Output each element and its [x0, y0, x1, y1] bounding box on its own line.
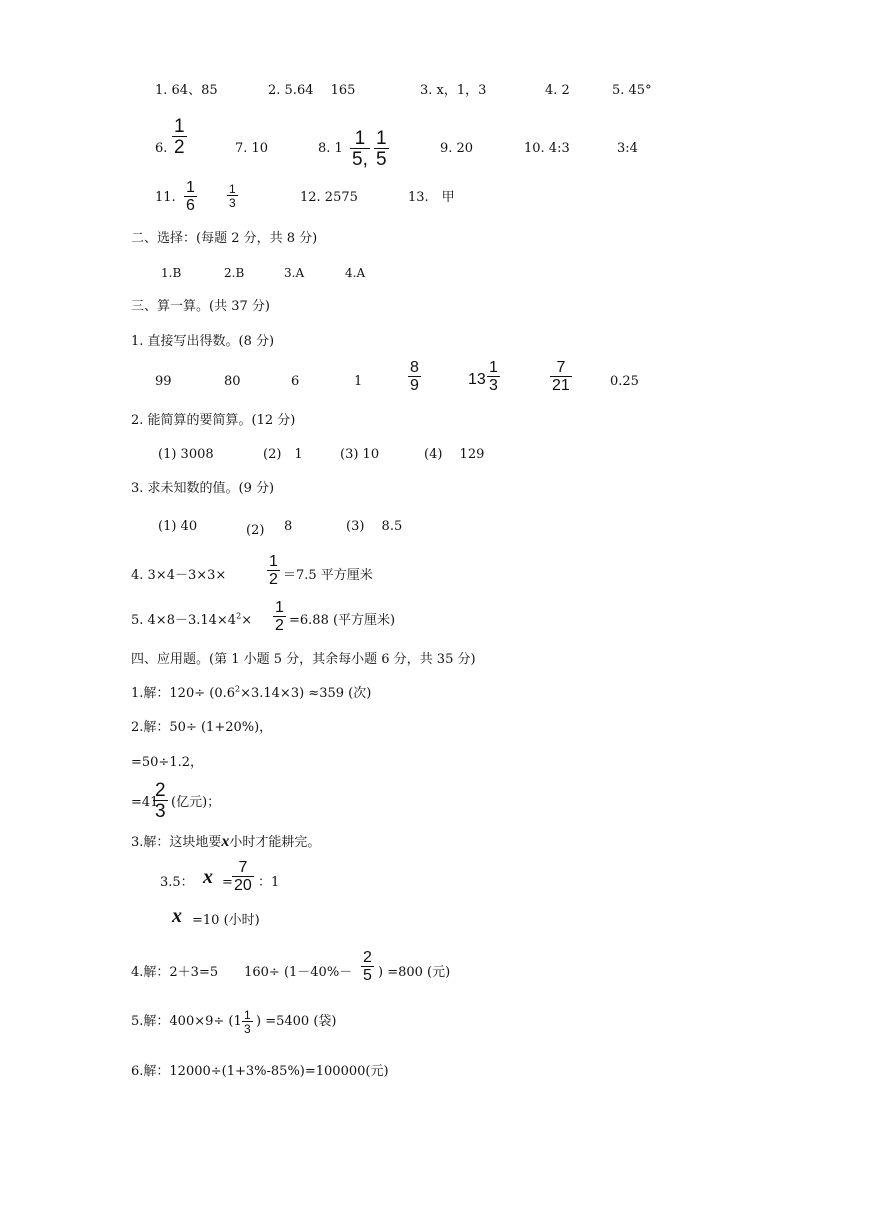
calc-item-4-result: ＝7.5 平方厘米 — [283, 568, 373, 583]
unknown-answer-3: (3) 8.5 — [346, 519, 403, 534]
fraction-numerator: 1 — [489, 359, 498, 376]
section-calc-heading: 三、算一算。(共 37 分) — [131, 299, 270, 314]
calc-item-5-expression — [131, 613, 252, 629]
fraction-numerator: 1 — [376, 128, 387, 149]
fraction-answer-8a — [350, 129, 370, 169]
apply-problem-3-line-1 — [131, 834, 320, 854]
fill-answer-10a: 10. 4:3 — [524, 141, 570, 156]
choice-answer-1: 1.B — [161, 266, 182, 280]
fill-answer-2: 2. 5.64 165 — [268, 83, 356, 98]
calc-item-5-expression-text: 5. 4×8－3.14×4 — [131, 613, 237, 628]
fraction-denominator: 9 — [410, 377, 419, 394]
fill-answer-12: 12. 2575 — [300, 190, 358, 205]
calc-item-5-result: =6.88 (平方厘米) — [289, 613, 396, 628]
calc-sub-1-heading: 1. 直接写出得数。(8 分) — [131, 334, 275, 349]
direct-result-2: 80 — [224, 374, 241, 389]
simplify-answer-2: (2) 1 — [263, 447, 303, 462]
proportion-left: 3.5： — [160, 875, 194, 890]
fraction-numerator: 7 — [238, 859, 248, 876]
fill-answer-4: 4. 2 — [545, 83, 570, 98]
fraction-denominator: 3 — [489, 377, 498, 394]
fraction-denominator: 3 — [155, 801, 166, 822]
fraction-numerator: 1 — [244, 1008, 251, 1022]
apply-problem-3-text: 3.解：这块地要 — [131, 835, 222, 850]
calc-item-4-fraction — [267, 554, 280, 588]
proportion-right: ：1 — [258, 875, 280, 890]
fraction-numerator: 2 — [155, 780, 166, 801]
apply-problem-3-answer: =10 (小时) — [192, 913, 260, 928]
choice-answer-3: 3.A — [284, 266, 305, 280]
direct-result-6-whole: 13 — [468, 371, 486, 388]
direct-result-5-fraction — [408, 360, 421, 394]
apply-problem-3-text-end: 小时才能耕完。 — [229, 835, 321, 850]
fraction-answer-8b — [374, 129, 389, 169]
fraction-denominator: 2 — [275, 617, 284, 634]
fraction-denominator: 5 — [376, 149, 387, 170]
apply-problem-6: 6.解：12000÷(1+3%-85%)=100000(元) — [131, 1064, 389, 1079]
section-choice-heading: 二、选择：(每题 2 分，共 8 分) — [131, 231, 318, 246]
fraction-answer-11b — [227, 183, 238, 209]
fraction-numerator: 1 — [186, 179, 195, 196]
choice-answer-4: 4.A — [345, 266, 366, 280]
exponent: 2 — [235, 684, 241, 694]
direct-result-4: 1 — [354, 374, 363, 389]
fraction-numerator: 2 — [363, 949, 372, 966]
fraction-denominator: 2 — [269, 571, 278, 588]
direct-result-3: 6 — [291, 374, 300, 389]
fraction-numerator: 1 — [269, 553, 278, 570]
apply-problem-1-result: ×3.14×3) ≈359 (次) — [240, 686, 372, 701]
fill-answer-7: 7. 10 — [235, 141, 269, 156]
apply-problem-1 — [131, 686, 371, 702]
fraction-numerator: 1 — [275, 599, 284, 616]
fill-answer-5: 5. 45° — [612, 83, 652, 98]
times-sign: × — [241, 613, 253, 628]
fraction-denominator: 6 — [186, 197, 195, 214]
apply-problem-3-line-2 — [0, 858, 869, 904]
apply-problem-5-fraction — [242, 1009, 253, 1035]
fraction-denominator: 21 — [552, 377, 570, 394]
calc-direct-results-row — [0, 358, 869, 404]
fraction-denominator: 5, — [352, 149, 368, 170]
apply-problem-5-expression: 5.解：400×9÷ (1- — [131, 1014, 247, 1029]
fill-label-11: 11. — [155, 190, 176, 205]
fraction-denominator: 3 — [229, 196, 236, 210]
fraction-denominator: 2 — [174, 137, 185, 158]
fraction-denominator: 20 — [234, 877, 252, 894]
calc-sub-3-heading: 3. 求未知数的值。(9 分) — [131, 481, 275, 496]
fill-label-6: 6. — [155, 141, 168, 156]
apply-problem-1-text: 1.解：120÷ (0.6 — [131, 686, 235, 701]
apply-problem-5-result: ) =5400 (袋) — [256, 1014, 337, 1029]
apply-problem-2-line-1: 2.解：50÷ (1+20%)， — [131, 720, 273, 735]
proportion-fraction — [232, 860, 254, 894]
fraction-answer-6 — [172, 117, 187, 157]
fill-answer-3: 3. x，1，3 — [420, 83, 487, 98]
fill-answer-1: 1. 64、85 — [155, 83, 218, 98]
unknown-answer-1: (1) 40 — [158, 519, 198, 534]
fraction-numerator: 1 — [354, 128, 366, 149]
fraction-denominator: 3 — [244, 1022, 251, 1036]
direct-result-6-fraction — [487, 360, 500, 394]
fraction-numerator: 1 — [174, 116, 185, 137]
simplify-answer-4: (4) 129 — [424, 447, 485, 462]
apply-problem-2-fraction — [153, 781, 168, 821]
fraction-numerator: 7 — [556, 359, 566, 376]
apply-problem-2-unit: (亿元)； — [171, 795, 221, 810]
fraction-numerator: 8 — [410, 359, 419, 376]
apply-problem-4-result: ) =800 (元) — [378, 965, 451, 980]
fill-row-3 — [0, 178, 869, 220]
simplify-answer-1: (1) 3008 — [158, 447, 214, 462]
choice-answer-2: 2.B — [224, 266, 245, 280]
simplify-answer-3: (3) 10 — [340, 447, 380, 462]
direct-result-1: 99 — [155, 374, 172, 389]
variable-x: x — [203, 866, 213, 888]
variable-x: x — [221, 833, 230, 850]
direct-result-8: 0.25 — [610, 374, 639, 389]
fill-answer-9: 9. 20 — [440, 141, 474, 156]
calc-sub-3-answers — [0, 519, 869, 543]
equals-sign: = — [222, 875, 233, 890]
section-apply-heading: 四、应用题。(第 1 小题 5 分，其余每小题 6 分，共 35 分) — [131, 652, 476, 667]
unknown-answer-2: 8 — [284, 519, 293, 534]
exponent: 2 — [236, 611, 242, 621]
fill-answer-10b: 3:4 — [617, 141, 638, 156]
apply-problem-3-line-3 — [0, 905, 869, 932]
fill-label-8: 8. 1 — [318, 141, 343, 156]
apply-problem-2-line-2: =50÷1.2， — [131, 755, 204, 770]
calc-item-5-fraction — [273, 600, 286, 634]
fill-row-2 — [0, 116, 869, 170]
unknown-label-2: (2) — [246, 523, 265, 538]
apply-problem-2-whole: =41 — [131, 795, 159, 810]
fraction-answer-11a — [184, 180, 197, 214]
direct-result-7-fraction — [550, 360, 572, 394]
fraction-denominator: 5 — [363, 967, 372, 984]
calc-item-4-expression: 4. 3×4－3×3× — [131, 568, 227, 583]
apply-problem-4-fraction — [361, 950, 374, 984]
calc-sub-2-heading: 2. 能简算的要简算。(12 分) — [131, 413, 296, 428]
variable-x: x — [172, 905, 182, 927]
apply-problem-4-expression: 4.解：2＋3=5 160÷ (1－40%－ — [131, 965, 353, 980]
fill-answer-13: 13. 甲 — [408, 190, 455, 205]
fraction-numerator: 1 — [229, 182, 236, 196]
